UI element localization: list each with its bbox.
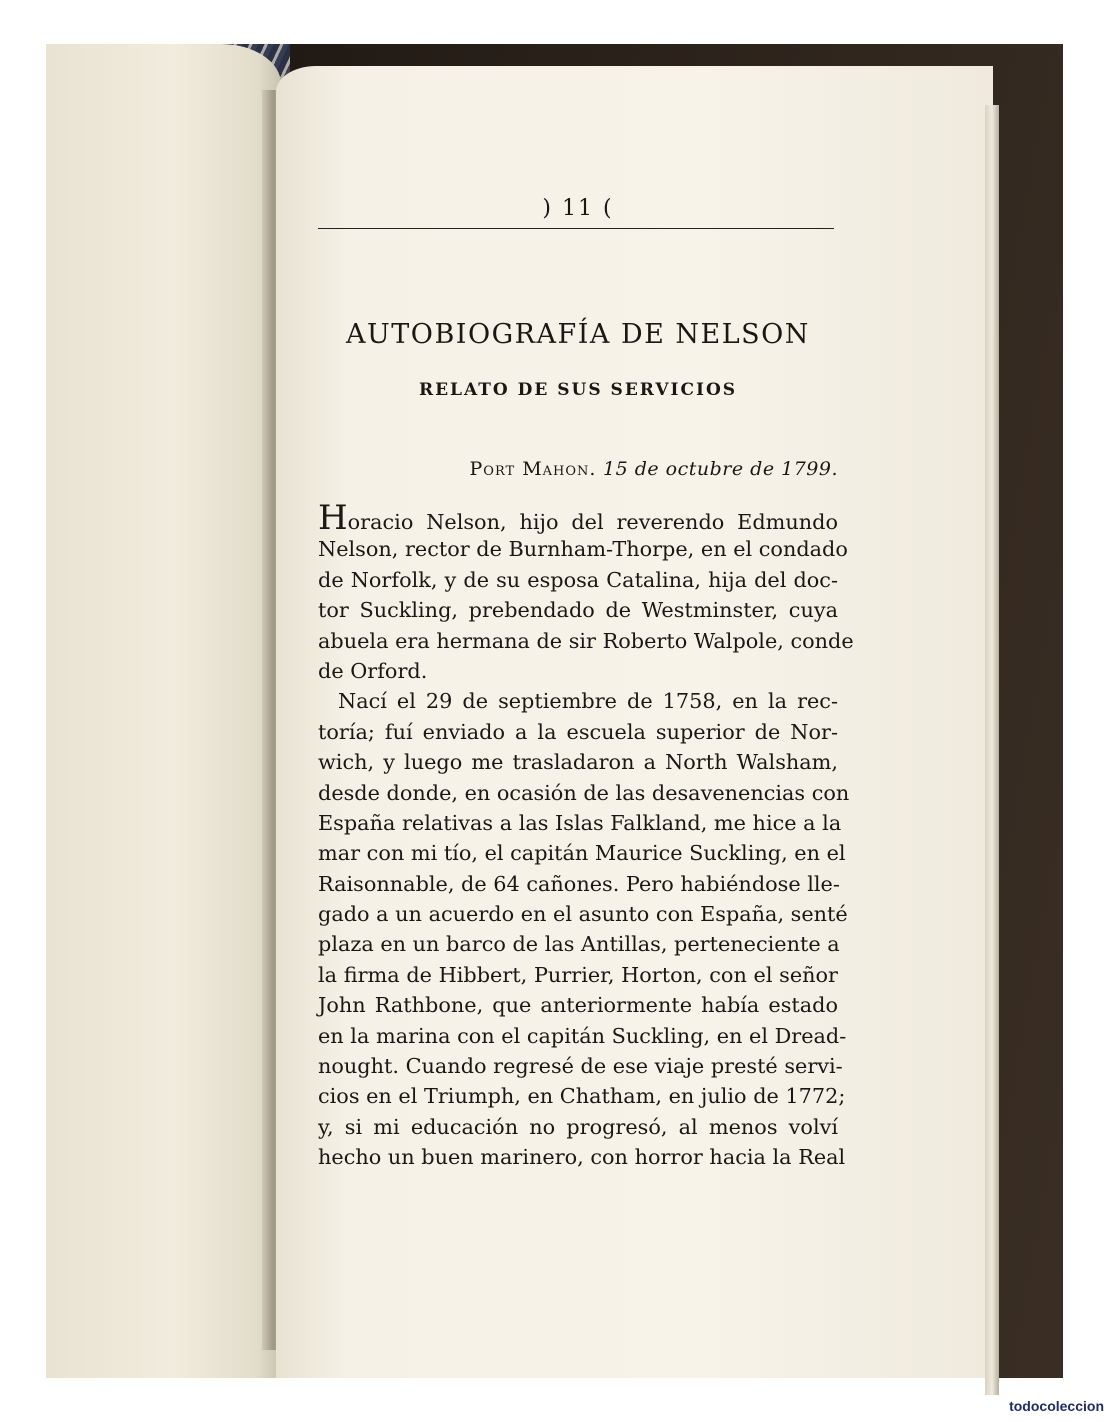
body-text [318, 498, 854, 1173]
drop-cap: H [318, 498, 348, 538]
text-line: hecho un buen marinero, con horror hacia la Real [318, 1145, 846, 1170]
left-page [46, 44, 281, 1378]
text-line: John Rathbone, que anteriormente había estado [318, 993, 838, 1018]
text-line: toría; fuí enviado a la escuela superior de Nor- [318, 719, 838, 744]
text-line: y, si mi educación no progresó, al menos volví [318, 1114, 838, 1139]
text-line: desde donde, en ocasión de las desavenencias con [318, 780, 850, 805]
page-edge [985, 105, 999, 1395]
chapter-subtitle: RELATO DE SUS SERVICIOS [418, 380, 738, 400]
page-content [318, 190, 854, 1173]
dateline [318, 458, 838, 480]
dateline-place: Port Mahon. [469, 458, 597, 480]
text-line: Nelson, rector de Burnham-Thorpe, en el condado [318, 537, 848, 562]
text-line: España relativas a las Islas Falkland, me hice a la [318, 810, 842, 835]
text-line: tor Suckling, prebendado de Westminster, cuya [318, 598, 838, 623]
text-line: Raisonnable, de 64 cañones. Pero habiéndose lle- [318, 871, 840, 896]
text-line: Nací el 29 de septiembre de 1758, en la rec- [338, 689, 838, 714]
paragraph-1 [318, 498, 854, 686]
text-line: cios en el Triumph, en Chatham, en julio de 1772; [318, 1084, 846, 1109]
line-text: oracio Nelson, hijo del reverendo Edmundo [347, 510, 838, 534]
text-line: plaza en un barco de las Antillas, perteneciente a [318, 932, 840, 957]
text-line: de Orford. [318, 658, 428, 683]
text-line: de Norfolk, y de su esposa Catalina, hija del doc- [318, 567, 838, 592]
text-line: wich, y luego me trasladaron a North Walsham, [318, 750, 838, 775]
text-line: abuela era hermana de sir Roberto Walpole, conde [318, 628, 854, 653]
text-line [318, 498, 838, 538]
watermark: todocoleccion [1009, 1398, 1104, 1414]
text-line: la firma de Hibbert, Purrier, Horton, con el señor [318, 962, 838, 987]
header-rule [318, 228, 834, 229]
chapter-title: AUTOBIOGRAFÍA DE NELSON [346, 319, 810, 350]
paragraph-2 [318, 686, 850, 1172]
text-line: nought. Cuando regresé de ese viaje presté servi- [318, 1054, 843, 1079]
running-head: ) 11 ( [542, 196, 614, 221]
text-line: mar con mi tío, el capitán Maurice Suckling, en el [318, 841, 846, 866]
text-line: en la marina con el capitán Suckling, en el Dread- [318, 1023, 847, 1048]
text-line: gado a un acuerdo en el asunto con España, senté [318, 902, 848, 927]
dateline-date: 15 de octubre de 1799. [603, 458, 838, 480]
